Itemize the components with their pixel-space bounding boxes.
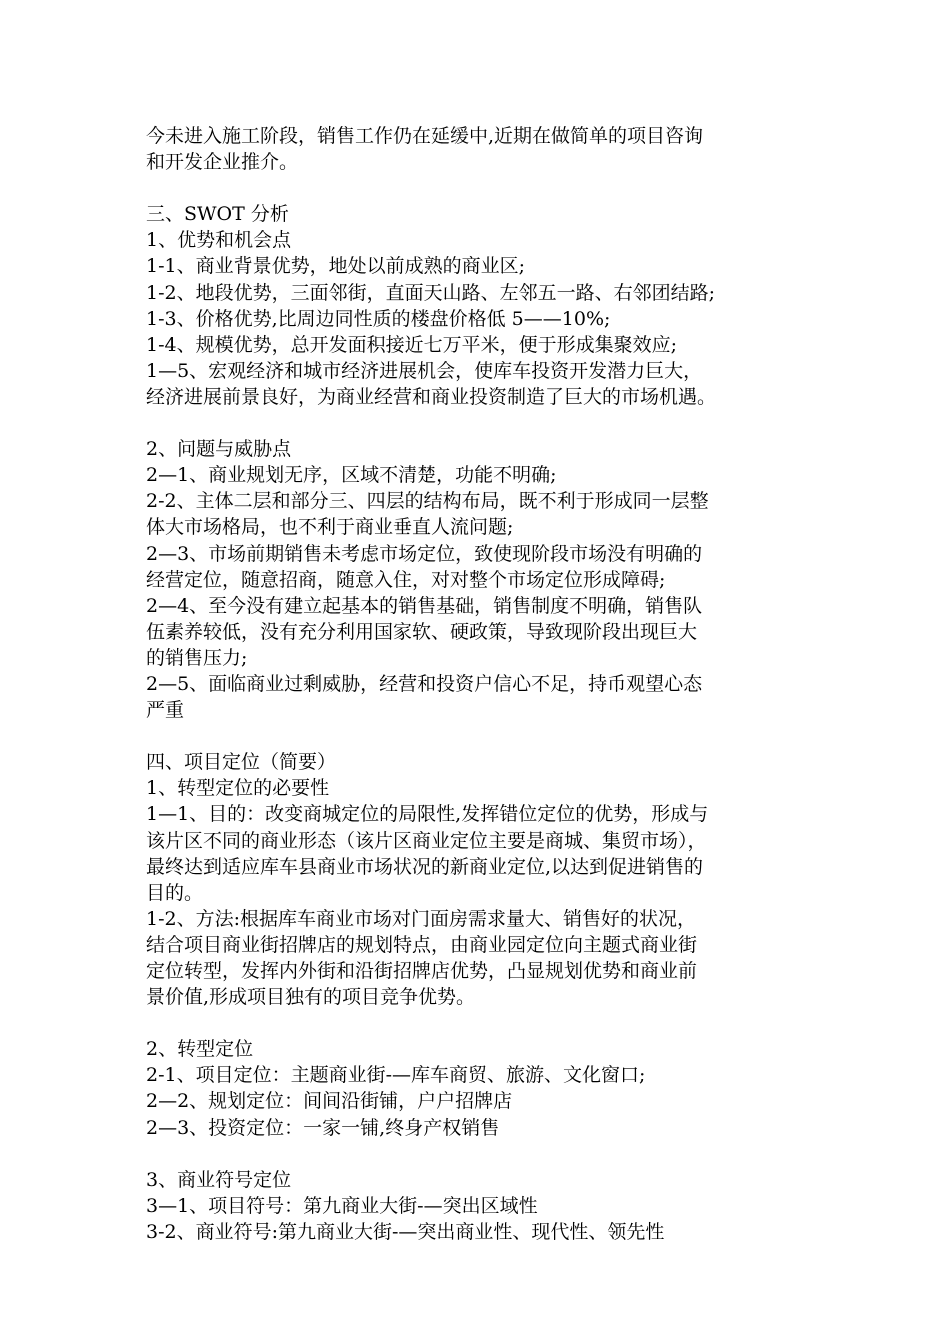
blank-line [146,410,826,436]
text-line: 结合项目商业街招牌店的规划特点，由商业园定位向主题式商业街 [146,933,698,956]
text-line: 2—4、至今没有建立起基本的销售基础，销售制度不明确，销售队 [146,594,703,617]
text-line: 2-1、项目定位：主题商业街-—库车商贸、旅游、文化窗口; [146,1064,646,1087]
text-line: 3-2、商业符号:第九商业大街-—突出商业性、现代性、领先性 [146,1220,665,1243]
text-line: 1-3、价格优势,比周边同性质的楼盘价格低 5——10%; [146,307,611,330]
text-line: 1、转型定位的必要性 [146,777,330,800]
text-line: 1-4、规模优势，总开发面积接近七万平米，便于形成集聚效应; [146,333,677,356]
document-body [146,123,826,1245]
text-line: 2、转型定位 [146,1038,254,1061]
text-line: 景价值,形成项目独有的项目竞争优势。 [146,986,476,1009]
text-line: 四、项目定位（简要） [146,751,337,774]
text-line: 1—1、目的：改变商城定位的局限性,发挥错位定位的优势，形成与 [146,803,709,826]
blank-line [146,175,826,201]
text-line: 2—1、商业规划无序，区域不清楚，功能不明确; [146,464,557,487]
text-line: 的销售压力; [146,646,248,669]
text-line: 和开发企业推介。 [146,151,299,174]
text-line: 目的。 [146,881,204,904]
text-line: 3、商业符号定位 [146,1168,292,1191]
text-line: 2—3、投资定位：一家一铺,终身产权销售 [146,1116,500,1139]
text-line: 经营定位，随意招商，随意入住，对对整个市场定位形成障碍; [146,568,666,591]
text-line: 经济进展前景良好，为商业经营和商业投资制造了巨大的市场机遇。 [146,385,717,408]
text-line: 3—1、项目符号：第九商业大街-—突出区域性 [146,1194,538,1217]
text-line: 2—2、规划定位：间间沿街铺，户户招牌店 [146,1090,513,1113]
blank-line [146,1010,826,1036]
text-line: 严重 [146,699,185,722]
text-line: 今未进入施工阶段，销售工作仍在延缓中,近期在做简单的项目咨询 [146,125,704,147]
text-line: 伍素养较低，没有充分利用国家软、硬政策，导致现阶段出现巨大 [146,620,698,643]
text-line: 2-2、主体二层和部分三、四层的结构布局，既不利于形成同一层整 [146,490,709,513]
text-line: 最终达到适应库车县商业市场状况的新商业定位,以达到促进销售的 [146,855,704,878]
blank-line [146,723,826,749]
text-line: 三、SWOT 分析 [146,203,289,226]
text-line: 1-2、地段优势，三面邻街，直面天山路、左邻五一路、右邻团结路; [146,281,715,304]
text-line: 1—5、宏观经济和城市经济进展机会，使库车投资开发潜力巨大， [146,359,703,382]
text-line: 2—3、市场前期销售未考虑市场定位，致使现阶段市场没有明确的 [146,542,703,565]
text-line: 定位转型，发挥内外街和沿街招牌店优势，凸显规划优势和商业前 [146,960,698,982]
text-line: 1-2、方法:根据库车商业市场对门面房需求量大、销售好的状况， [146,907,696,930]
text-line: 1-1、商业背景优势，地处以前成熟的商业区; [146,255,525,278]
text-line: 该片区不同的商业形态（该片区商业定位主要是商城、集贸市场）， [146,829,707,852]
text-line: 2—5、面临商业过剩威胁，经营和投资户信心不足，持币观望心态 [146,672,703,695]
blank-line [146,1141,826,1167]
text-line: 体大市场格局，也不利于商业垂直人流问题; [146,516,514,539]
text-line: 2、问题与威胁点 [146,438,292,461]
text-line: 1、优势和机会点 [146,229,292,252]
